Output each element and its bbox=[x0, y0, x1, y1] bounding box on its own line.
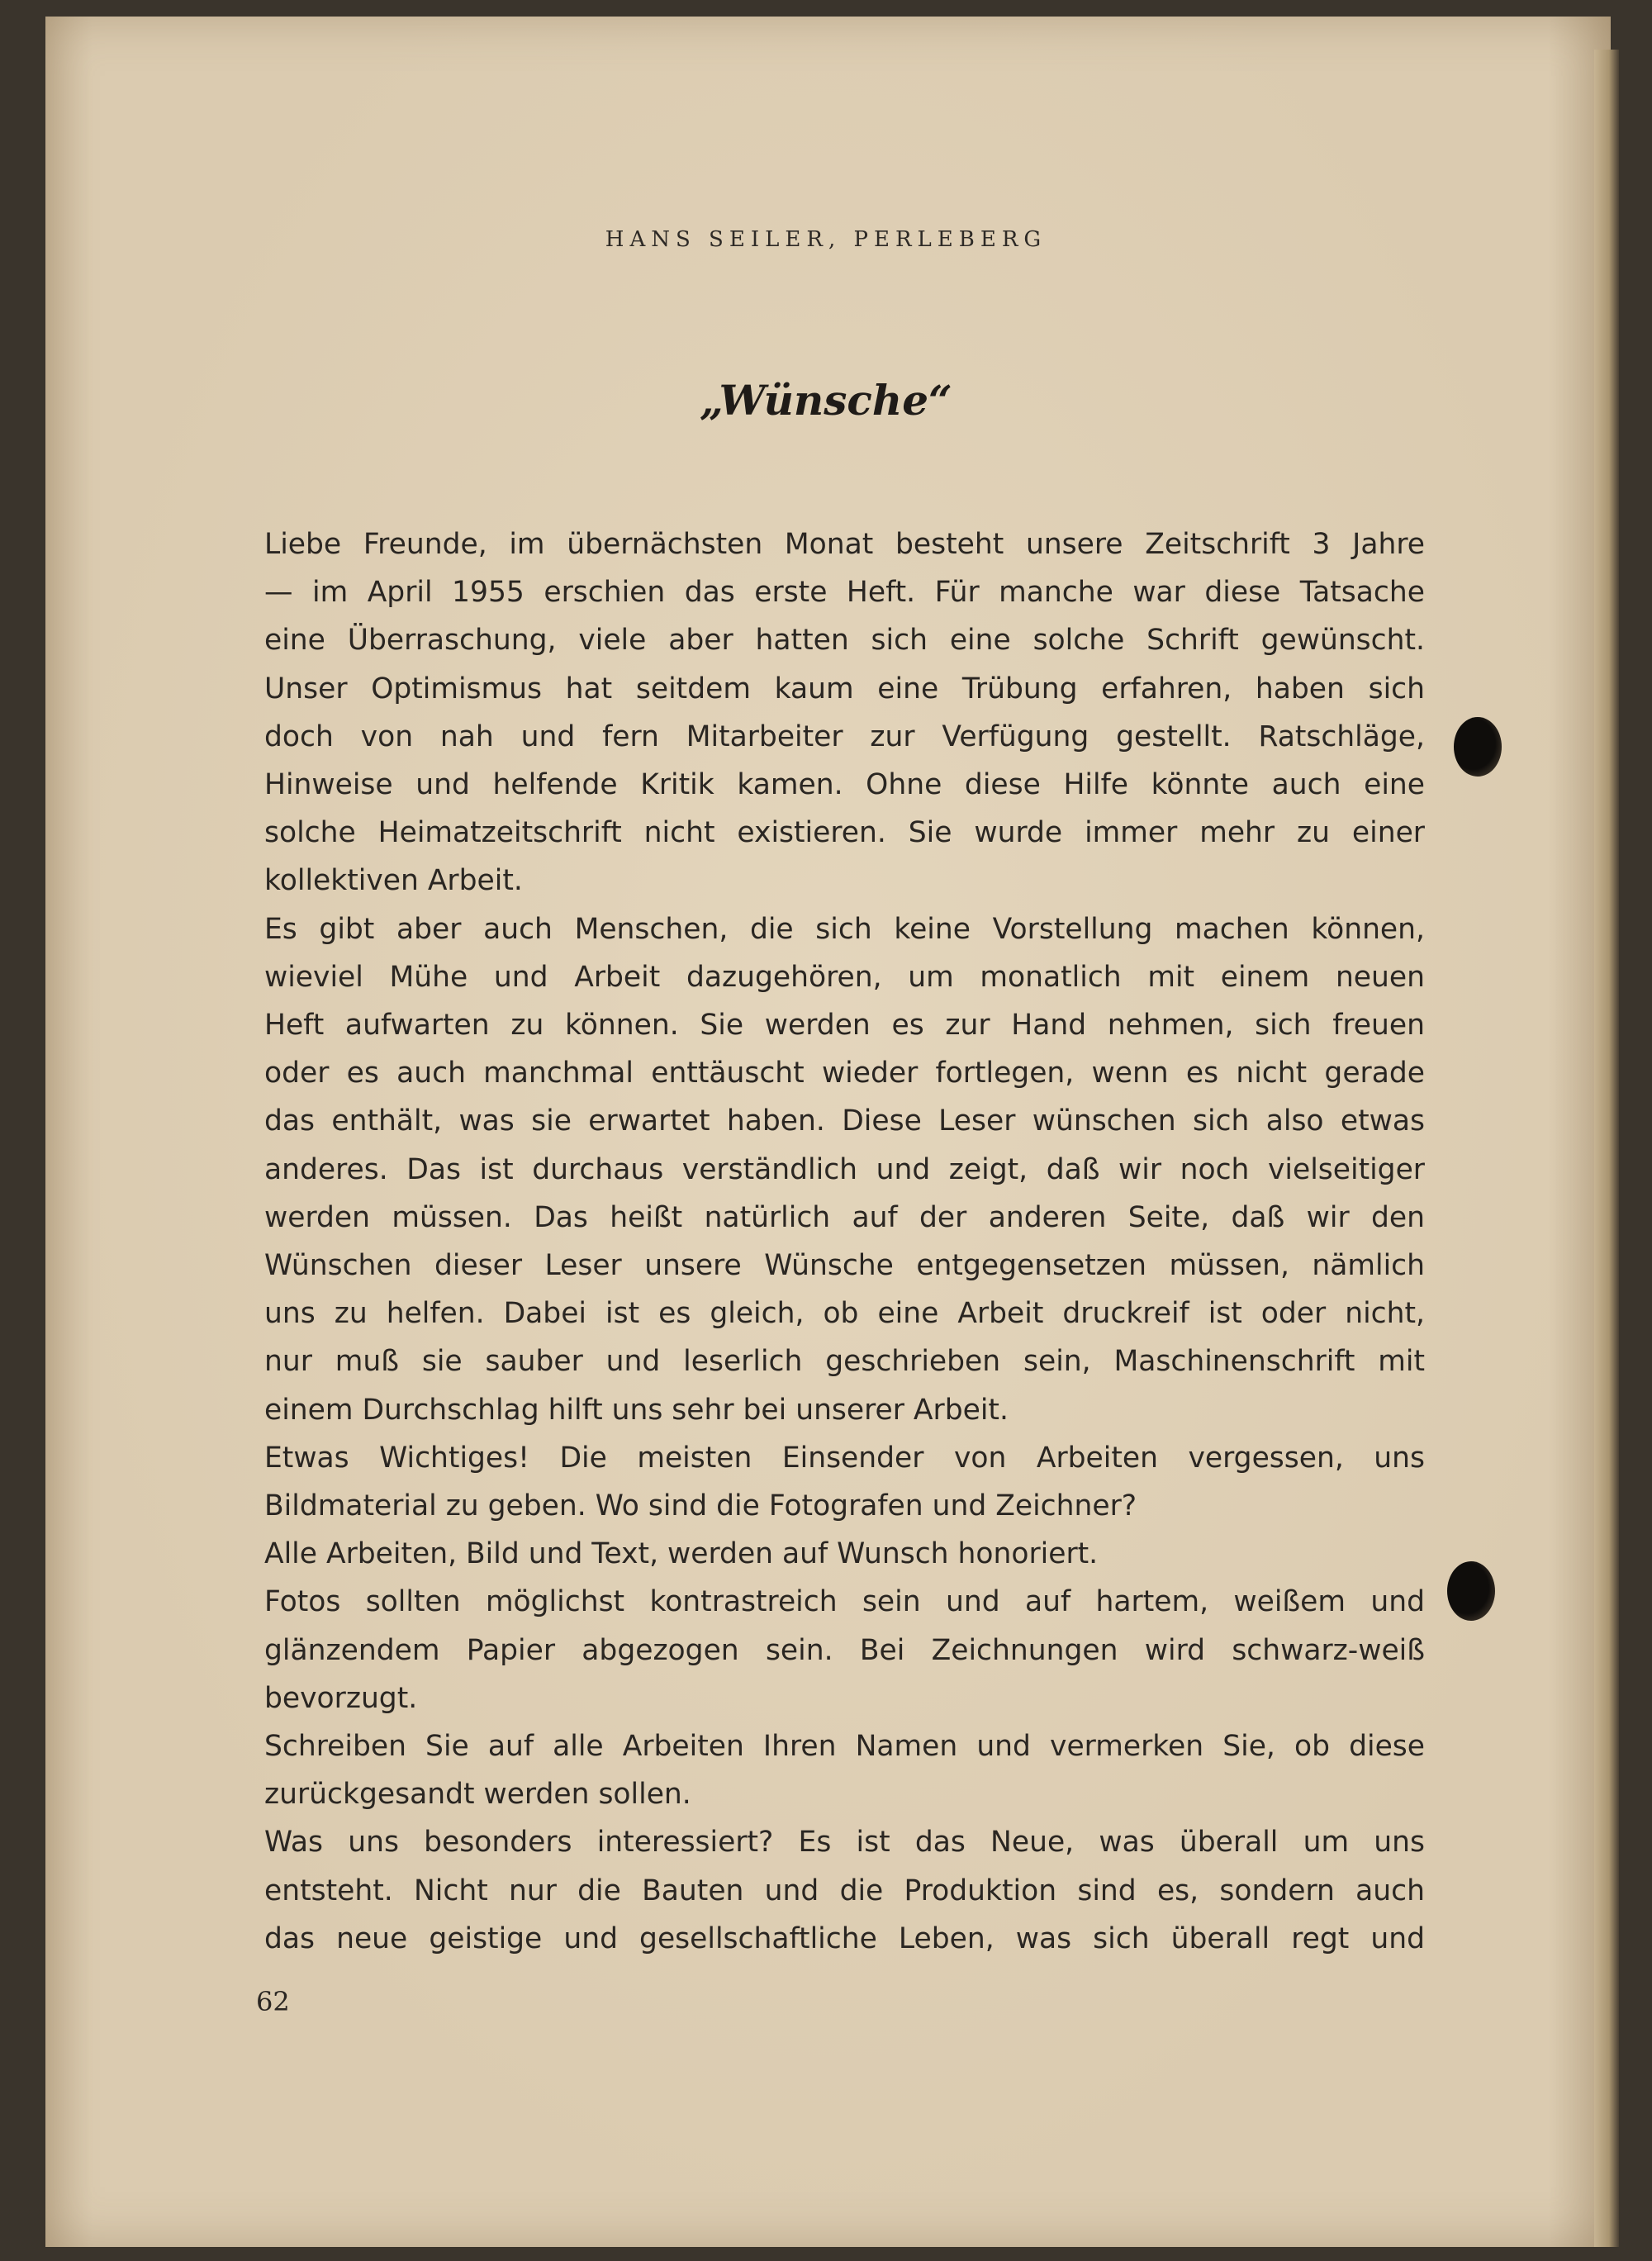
text-line: Etwas Wichtiges! Die meisten Einsender von Arbeiten vergessen, uns bbox=[264, 1441, 1425, 1475]
text-line: Es gibt aber auch Menschen, die sich keine Vorstellung machen können, bbox=[264, 912, 1425, 946]
text-line: solche Heimatzeitschrift nicht existieren. Sie wurde immer mehr zu einer bbox=[264, 816, 1425, 850]
text-line: Was uns besonders interessiert? Es ist das Neue, was überall um uns bbox=[264, 1826, 1425, 1860]
text-line: kollektiven Arbeit. bbox=[264, 864, 523, 898]
text-line: das neue geistige und gesellschaftliche Leben, was sich überall regt und bbox=[264, 1921, 1425, 1955]
text-line: entsteht. Nicht nur die Bauten und die Produktion sind es, sondern auch bbox=[264, 1874, 1425, 1907]
text-line: Alle Arbeiten, Bild und Text, werden auf Wunsch honoriert. bbox=[264, 1537, 1099, 1571]
text-line: Fotos sollten möglichst kontrastreich sein und auf hartem, weißem und bbox=[264, 1585, 1425, 1619]
text-line: einem Durchschlag hilft uns sehr bei unserer Arbeit. bbox=[264, 1393, 1009, 1427]
text-line: Schreiben Sie auf alle Arbeiten Ihren Namen und vermerken Sie, ob diese bbox=[264, 1730, 1425, 1764]
text-line: glänzendem Papier abgezogen sein. Bei Zeichnungen wird schwarz-weiß bbox=[264, 1633, 1425, 1667]
text-line: werden müssen. Das heißt natürlich auf der anderen Seite, daß wir den bbox=[264, 1200, 1425, 1234]
text-line: nur muß sie sauber und leserlich geschrieben sein, Maschinenschrift mit bbox=[264, 1345, 1425, 1379]
article-body bbox=[264, 520, 1425, 1963]
article-title: „Wünsche“ bbox=[700, 376, 952, 425]
text-line: anderes. Das ist durchaus verständlich und zeigt, daß wir noch vielseitiger bbox=[264, 1152, 1425, 1186]
punch-hole bbox=[1454, 717, 1502, 777]
text-line: oder es auch manchmal enttäuscht wieder fortlegen, wenn es nicht gerade bbox=[264, 1057, 1425, 1090]
text-line: zurückgesandt werden sollen. bbox=[264, 1778, 691, 1812]
text-line: doch von nah und fern Mitarbeiter zur Verfügung gestellt. Ratschläge, bbox=[264, 720, 1425, 753]
text-line: Hinweise und helfende Kritik kamen. Ohne diese Hilfe könnte auch eine bbox=[264, 768, 1425, 802]
page-number: 62 bbox=[256, 1986, 290, 2017]
text-line: Liebe Freunde, im übernächsten Monat besteht unsere Zeitschrift 3 Jahre bbox=[264, 528, 1425, 561]
author-header: HANS SEILER, PERLEBERG bbox=[605, 227, 1047, 252]
text-line: Heft aufwarten zu können. Sie werden es zur Hand nehmen, sich freuen bbox=[264, 1009, 1425, 1043]
text-line: Bildmaterial zu geben. Wo sind die Fotografen und Zeichner? bbox=[264, 1489, 1137, 1523]
text-line: — im April 1955 erschien das erste Heft. Für manche war diese Tatsache bbox=[264, 576, 1425, 610]
text-line: Unser Optimismus hat seitdem kaum eine Trübung erfahren, haben sich bbox=[264, 672, 1425, 705]
text-line: bevorzugt. bbox=[264, 1681, 418, 1715]
text-line: eine Überraschung, viele aber hatten sich eine solche Schrift gewünscht. bbox=[264, 624, 1425, 658]
punch-hole bbox=[1447, 1561, 1495, 1621]
text-line: das enthält, was sie erwartet haben. Diese Leser wünschen sich also etwas bbox=[264, 1104, 1425, 1138]
text-line: uns zu helfen. Dabei ist es gleich, ob eine Arbeit druckreif ist oder nicht, bbox=[264, 1297, 1425, 1331]
text-line: Wünschen dieser Leser unsere Wünsche entgegensetzen müssen, nämlich bbox=[264, 1249, 1425, 1283]
text-line: wieviel Mühe und Arbeit dazugehören, um monatlich mit einem neuen bbox=[264, 960, 1425, 994]
